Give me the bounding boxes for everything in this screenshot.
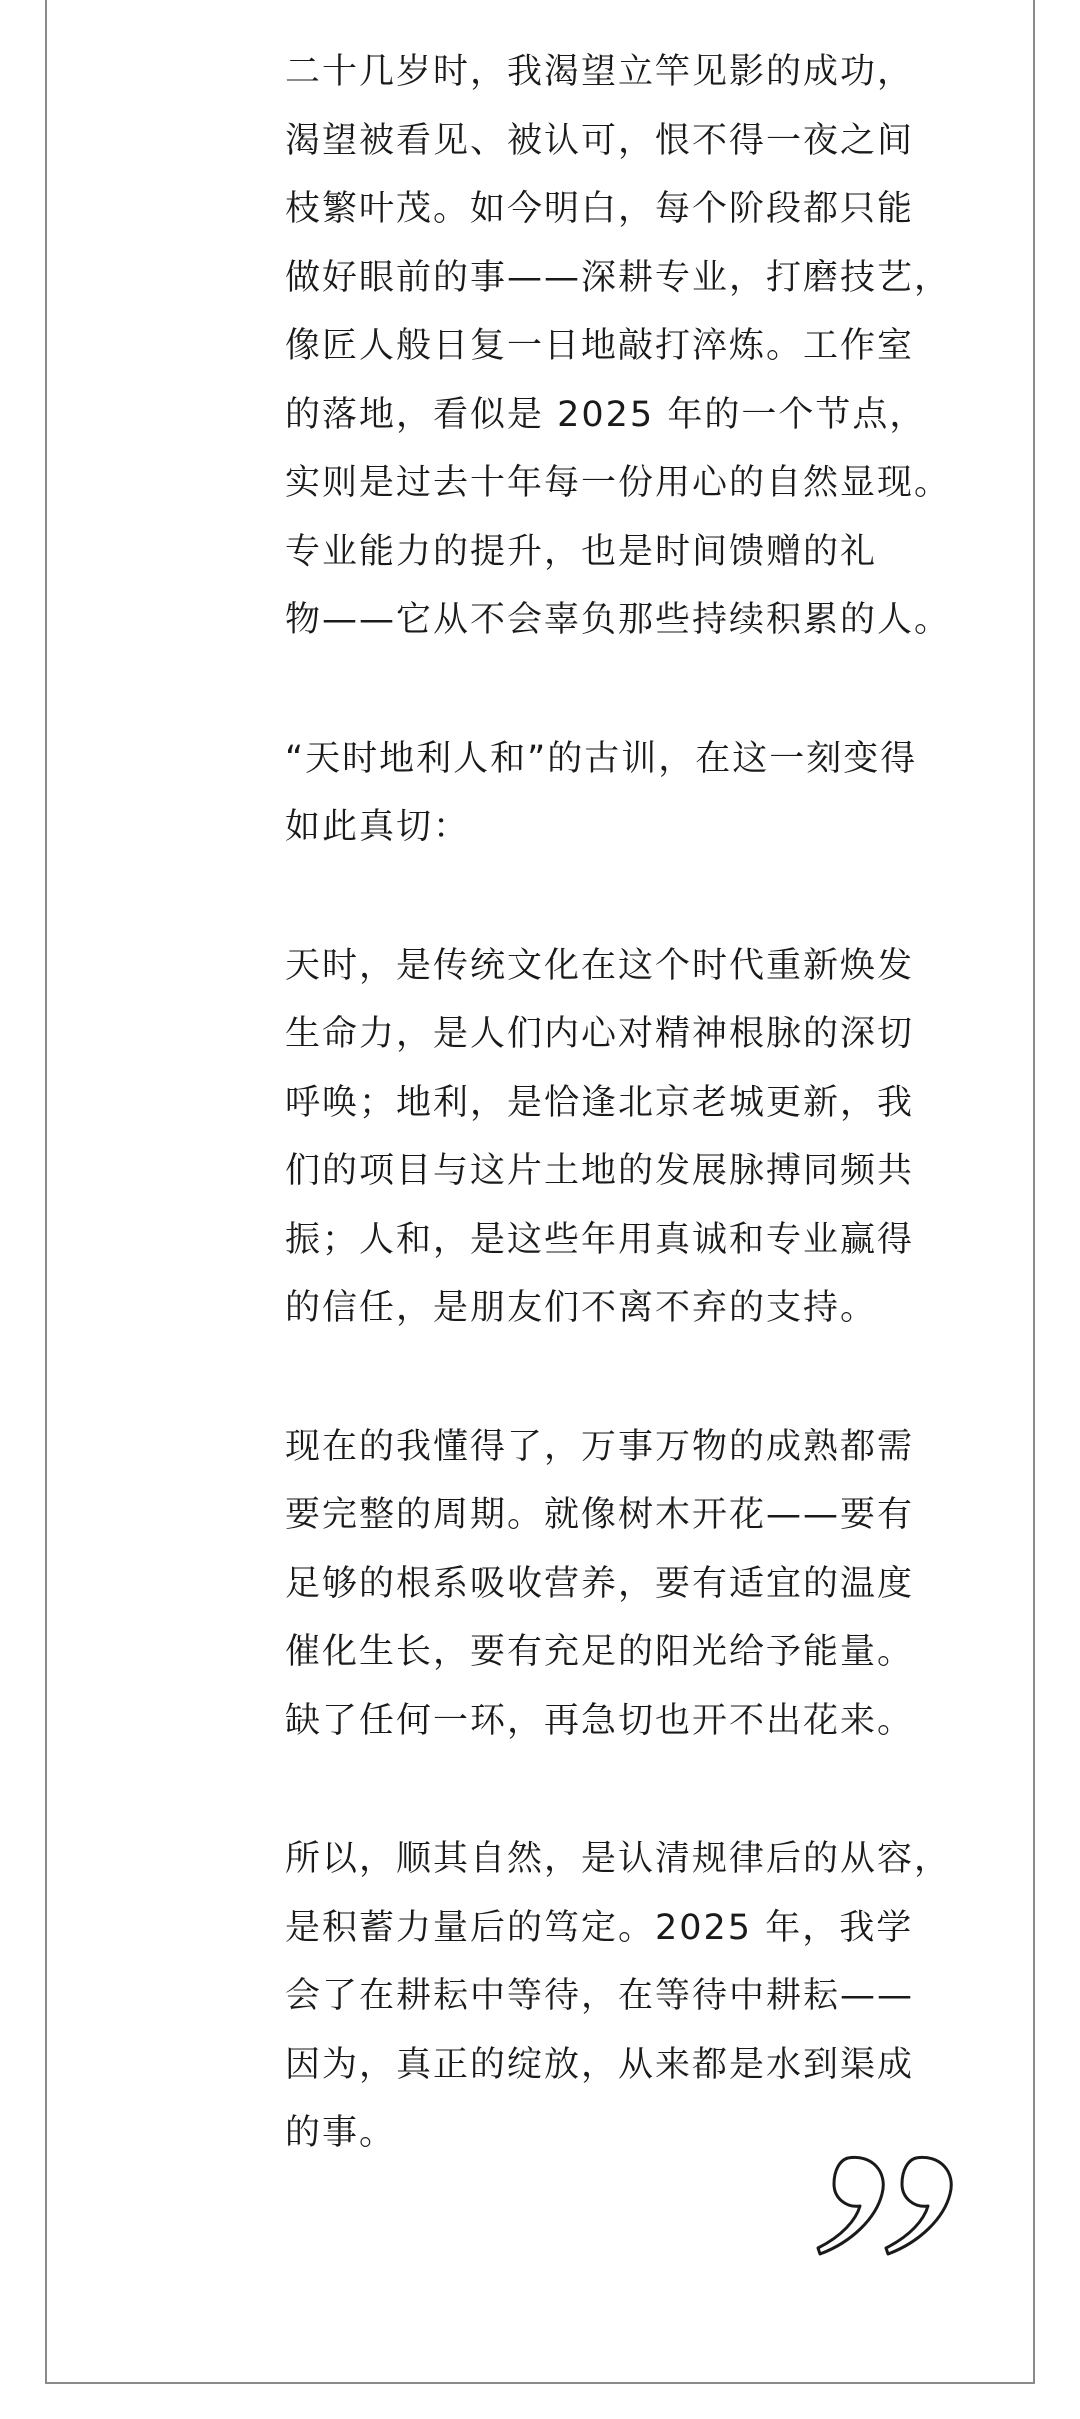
text-line: 会了在耕耘中等待，在等待中耕耘——	[285, 1976, 915, 2016]
paragraph-timing-place-people	[285, 932, 965, 1343]
paragraph-conclusion	[285, 1825, 965, 2168]
text-line: 实则是过去十年每一份用心的自然显现。	[285, 463, 952, 503]
text-line: 二十几岁时，我渴望立竿见影的成功，	[285, 52, 915, 92]
text-line: 们的项目与这片土地的发展脉搏同频共	[285, 1151, 915, 1191]
text-line: 的信任，是朋友们不离不弃的支持。	[285, 1288, 878, 1328]
text-line: 像匠人般日复一日地敲打淬炼。工作室	[285, 326, 915, 366]
text-line: 物——它从不会辜负那些持续积累的人。	[285, 600, 952, 640]
text-line: 所以，顺其自然，是认清规律后的从容，	[285, 1839, 952, 1879]
article-body	[285, 38, 965, 2238]
text-line: 如此真切：	[285, 807, 471, 847]
paragraph-proverb	[285, 725, 965, 862]
text-line: 缺了任何一环，再急切也开不出花来。	[285, 1700, 915, 1741]
text-line: 的落地，看似是 2025 年的一个节点，	[285, 394, 927, 435]
text-line: 枝繁叶茂。如今明白，每个阶段都只能	[285, 189, 915, 229]
text-line: 催化生长，要有充足的阳光给予能量。	[285, 1632, 915, 1672]
text-line: 是积蓄力量后的笃定。2025 年，我学	[285, 1907, 914, 1948]
text-line: 振；人和，是这些年用真诚和专业赢得	[285, 1219, 915, 1260]
paragraph-reflection	[285, 38, 965, 655]
text-line: 足够的根系吸收营养，要有适宜的温度	[285, 1563, 915, 1604]
text-line: 渴望被看见、被认可，恨不得一夜之间	[285, 120, 915, 161]
closing-quote-icon	[812, 2150, 962, 2280]
text-line: 天时，是传统文化在这个时代重新焕发	[285, 945, 915, 986]
text-line: 生命力，是人们内心对精神根脉的深切	[285, 1014, 915, 1054]
paragraph-maturity	[285, 1413, 965, 1756]
text-line: “天时地利人和”的古训，在这一刻变得	[285, 738, 918, 779]
text-line: 因为，真正的绽放，从来都是水到渠成	[285, 2044, 915, 2085]
text-line: 呼唤；地利，是恰逢北京老城更新，我	[285, 1082, 915, 1123]
text-line: 现在的我懂得了，万事万物的成熟都需	[285, 1426, 915, 1467]
text-line: 做好眼前的事——深耕专业，打磨技艺，	[285, 257, 952, 298]
text-line: 的事。	[285, 2113, 397, 2153]
text-line: 要完整的周期。就像树木开花——要有	[285, 1495, 915, 1535]
text-line: 专业能力的提升，也是时间馈赠的礼	[285, 531, 878, 572]
